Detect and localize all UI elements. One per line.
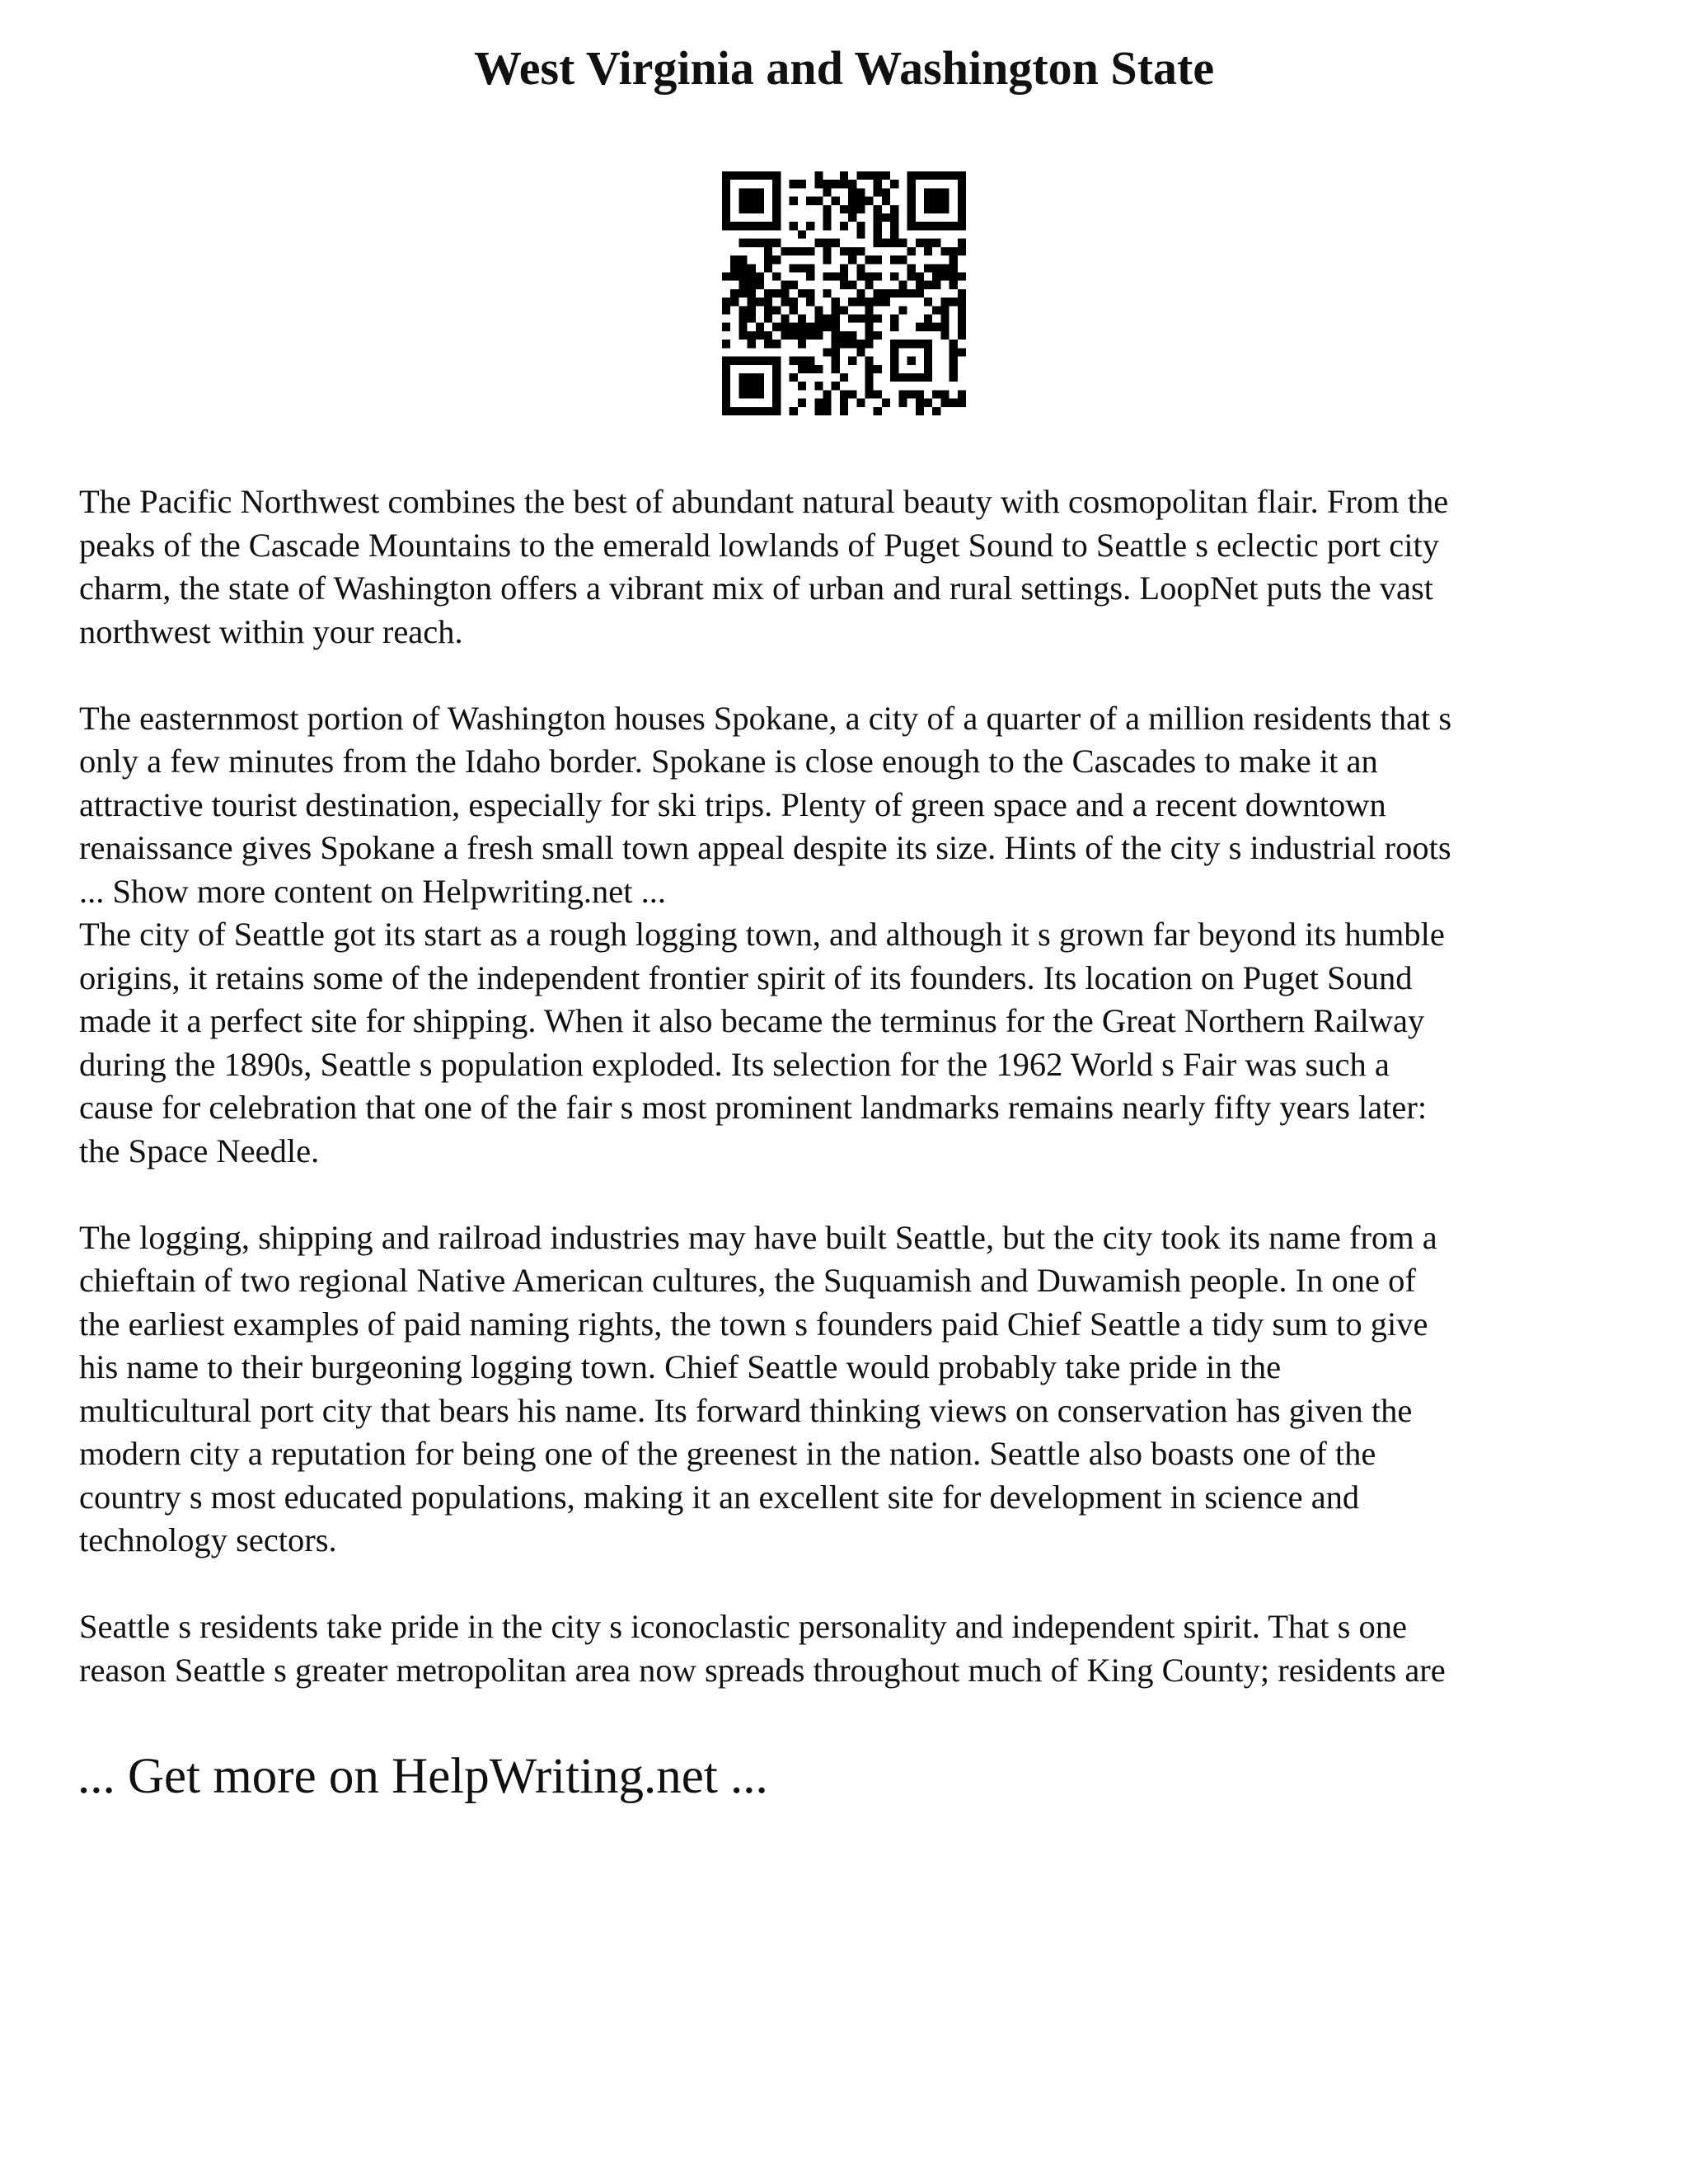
paragraph-pacific-northwest xyxy=(79,480,1629,654)
text-line: made it a perfect site for shipping. When it also became the terminus for the Great Northern Railway xyxy=(79,1002,1425,1039)
text-line: his name to their burgeoning logging town. Chief Seattle would probably take pride in the xyxy=(79,1348,1282,1385)
text-line: the Space Needle. xyxy=(79,1132,320,1169)
paragraph-spokane xyxy=(79,697,1629,914)
text-line: reason Seattle s greater metropolitan area now spreads throughout much of King County; residents are xyxy=(79,1651,1446,1689)
text-line: Seattle s residents take pride in the city s iconoclastic personality and independent spirit. That s one xyxy=(79,1608,1407,1645)
qr-code xyxy=(722,171,966,415)
get-more-link[interactable]: ... Get more on HelpWriting.net ... xyxy=(77,1749,768,1804)
text-line: during the 1890s, Seattle s population exploded. Its selection for the 1962 World s Fair was such a xyxy=(79,1045,1390,1083)
text-line: the earliest examples of paid naming rights, the town s founders paid Chief Seattle a tidy sum to give xyxy=(79,1305,1428,1343)
text-line: The logging, shipping and railroad industries may have built Seattle, but the city took its name from a xyxy=(79,1218,1437,1256)
text-line: The city of Seattle got its start as a rough logging town, and although it s grown far beyond its humble xyxy=(79,916,1445,953)
text-line: cause for celebration that one of the fair s most prominent landmarks remains nearly fifty years later: xyxy=(79,1089,1428,1126)
text-line: northwest within your reach. xyxy=(79,612,463,650)
text-line: peaks of the Cascade Mountains to the emerald lowlands of Puget Sound to Seattle s eclectic port city xyxy=(79,526,1439,564)
text-line: renaissance gives Spokane a fresh small town appeal despite its size. Hints of the city s industrial roots xyxy=(79,829,1451,866)
page-title: West Virginia and Washington State xyxy=(473,41,1215,95)
text-line: The easternmost portion of Washington houses Spokane, a city of a quarter of a million residents that s xyxy=(79,699,1452,737)
text-line: country s most educated populations, making it an excellent site for development in science and xyxy=(79,1478,1360,1516)
article-body xyxy=(79,480,1629,1692)
text-line: modern city a reputation for being one of the greenest in the nation. Seattle also boasts one of the xyxy=(79,1435,1376,1472)
text-line: only a few minutes from the Idaho border. Spokane is close enough to the Cascades to make it an xyxy=(79,743,1378,780)
text-line: attractive tourist destination, especially for ski trips. Plenty of green space and a recent downtown xyxy=(79,785,1386,823)
text-line: multicultural port city that bears his name. Its forward thinking views on conservation has given the xyxy=(79,1391,1413,1429)
text-line: chieftain of two regional Native American cultures, the Suquamish and Duwamish people. In one of xyxy=(79,1262,1416,1299)
paragraph-seattle-name xyxy=(79,1216,1629,1563)
paragraph-seattle-origins xyxy=(79,913,1629,1173)
text-line: origins, it retains some of the independent frontier spirit of its founders. Its location on Puget Sound xyxy=(79,958,1413,996)
text-line: technology sectors. xyxy=(79,1521,337,1558)
paragraph-seattle-residents xyxy=(79,1605,1629,1692)
show-more-link[interactable]: ... Show more content on Helpwriting.net ... xyxy=(79,872,667,910)
text-line: The Pacific Northwest combines the best of abundant natural beauty with cosmopolitan flair. From the xyxy=(79,483,1449,520)
text-line: charm, the state of Washington offers a vibrant mix of urban and rural settings. LoopNet puts the vast xyxy=(79,569,1433,607)
